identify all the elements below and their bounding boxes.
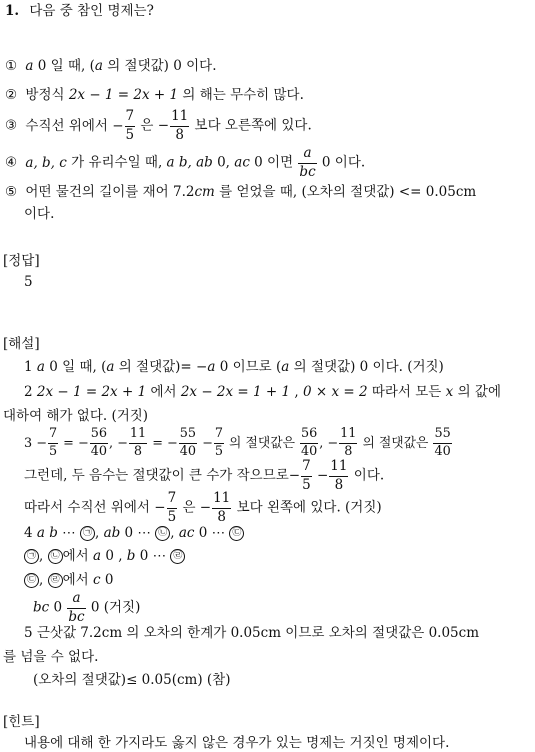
- explanation-label: [해설]: [3, 336, 40, 352]
- explanation-line-7: ㉠ , ㉡ 에서 a 0 , b 0 ⋯ ㉣: [24, 549, 185, 564]
- circled-marker: ㉣: [170, 549, 185, 564]
- explanation-line-3: 3 − $\frac{7}{5}$ = − $\frac{56}{40}$ , − $\frac{11}{8}$ = − $\frac{55}{40}$ − $\frac{7}{5}$ 의 절댓값은 $\frac{56}{40}$ , − $\frac{11}{8}$ 의 절댓값은 $\frac{55}{40}$: [24, 426, 451, 459]
- fraction: $\frac{56}{40}$: [301, 426, 318, 459]
- circled-marker: ㉠: [80, 526, 95, 541]
- option-4[interactable]: ④ a, b, c 가 유리수일 때, a b, ab 0, ac 0 이면 $\frac{a}{bc}$ 0 이다.: [5, 145, 366, 180]
- option-1[interactable]: ① a 0 일 때, (a 의 절댓값) 0 이다.: [5, 58, 217, 74]
- fraction: $\frac{a}{bc}$: [299, 145, 316, 180]
- explanation-line-2: 2 2x − 1 = 2x + 1 에서 2x − 2x = 1 + 1 , 0 × x = 2 따라서 모든 x 의 값에: [24, 384, 501, 400]
- explanation-line-6: 4 a b ⋯ ㉠ , ab 0 ⋯ ㉡ , ac 0 ⋯ ㉢: [24, 526, 244, 541]
- option-3[interactable]: ③ 수직선 위에서 − $\frac{7}{5}$ 은 − $\frac{11}{8}$ 보다 오른쪽에 있다.: [5, 108, 312, 143]
- circled-marker: ㉣: [48, 573, 63, 588]
- question-number: 1.: [5, 3, 20, 19]
- circled-marker: ㉢: [229, 526, 244, 541]
- option-2[interactable]: ② 방정식 2x − 1 = 2x + 1 의 해는 무수히 많다.: [5, 87, 304, 103]
- explanation-line-5: 따라서 수직선 위에서 − $\frac{7}{5}$ 은 − $\frac{11}{8}$ 보다 왼쪽에 있다. (거짓): [24, 490, 382, 525]
- fraction: $\frac{11}{8}$: [171, 108, 189, 143]
- circled-marker: ㉢: [24, 573, 39, 588]
- explanation-line-10: 5 근삿값 7.2cm 의 오차의 한계가 0.05cm 이므로 오차의 절댓값은 0.05cm: [24, 625, 479, 641]
- answer-label: [정답]: [3, 253, 40, 269]
- hint-text: 내용에 대해 한 가지라도 옳지 않은 경우가 있는 명제는 거짓인 명제이다.: [24, 735, 450, 751]
- fraction: $\frac{7}{5}$: [48, 426, 58, 459]
- question: [5, 5, 154, 19]
- circled-marker: ㉠: [24, 549, 39, 564]
- fraction: $\frac{7}{5}$: [302, 458, 311, 493]
- option-mark: ⑤: [5, 184, 18, 200]
- circled-marker: ㉡: [155, 526, 170, 541]
- explanation-line-8: ㉢ , ㉣ 에서 c 0: [24, 573, 113, 588]
- explanation-line-9: bc 0 $\frac{a}{bc}$ 0 (거짓): [33, 590, 141, 625]
- option-mark: ①: [5, 58, 18, 74]
- explanation-line-1: 1 a 0 일 때, (a 의 절댓값)= −a 0 이므로 (a 의 절댓값) 0 이다. (거짓): [24, 359, 444, 375]
- explanation-line-12: (오차의 절댓값)≤ 0.05(cm) (참): [33, 672, 231, 688]
- circled-marker: ㉡: [48, 549, 63, 564]
- fraction: $\frac{56}{40}$: [90, 426, 107, 459]
- fraction: $\frac{a}{bc}$: [68, 590, 85, 625]
- fraction: $\frac{55}{40}$: [179, 426, 197, 459]
- hint-label: [힌트]: [3, 714, 40, 730]
- option-mark: ②: [5, 87, 18, 103]
- option-mark: ④: [5, 154, 18, 171]
- option-5-line2: 이다.: [24, 206, 55, 222]
- fraction: $\frac{7}{5}$: [214, 426, 223, 459]
- fraction: $\frac{11}{8}$: [330, 458, 348, 493]
- answer-value: 5: [24, 274, 33, 290]
- fraction: $\frac{7}{5}$: [167, 490, 177, 525]
- question-text: 다음 중 참인 명제는?: [29, 3, 154, 19]
- explanation-line-4: 그런데, 두 음수는 절댓값이 큰 수가 작으므로− $\frac{7}{5}$ − $\frac{11}{8}$ 이다.: [24, 458, 385, 493]
- option-mark: ③: [5, 117, 18, 134]
- fraction: $\frac{55}{40}$: [434, 426, 451, 459]
- fraction: $\frac{7}{5}$: [125, 108, 135, 143]
- var-a: a: [25, 58, 34, 74]
- explanation-line-2b: 대하여 해가 없다. (거짓): [3, 408, 149, 424]
- fraction: $\frac{11}{8}$: [129, 426, 147, 459]
- fraction: $\frac{11}{8}$: [340, 426, 357, 459]
- explanation-line-11: 를 넘을 수 없다.: [3, 649, 99, 665]
- fraction: $\frac{11}{8}$: [213, 490, 231, 525]
- option-5[interactable]: ⑤ 어떤 물건의 길이를 재어 7.2cm 를 얻었을 때, (오차의 절댓값) <= 0.05cm: [5, 184, 477, 200]
